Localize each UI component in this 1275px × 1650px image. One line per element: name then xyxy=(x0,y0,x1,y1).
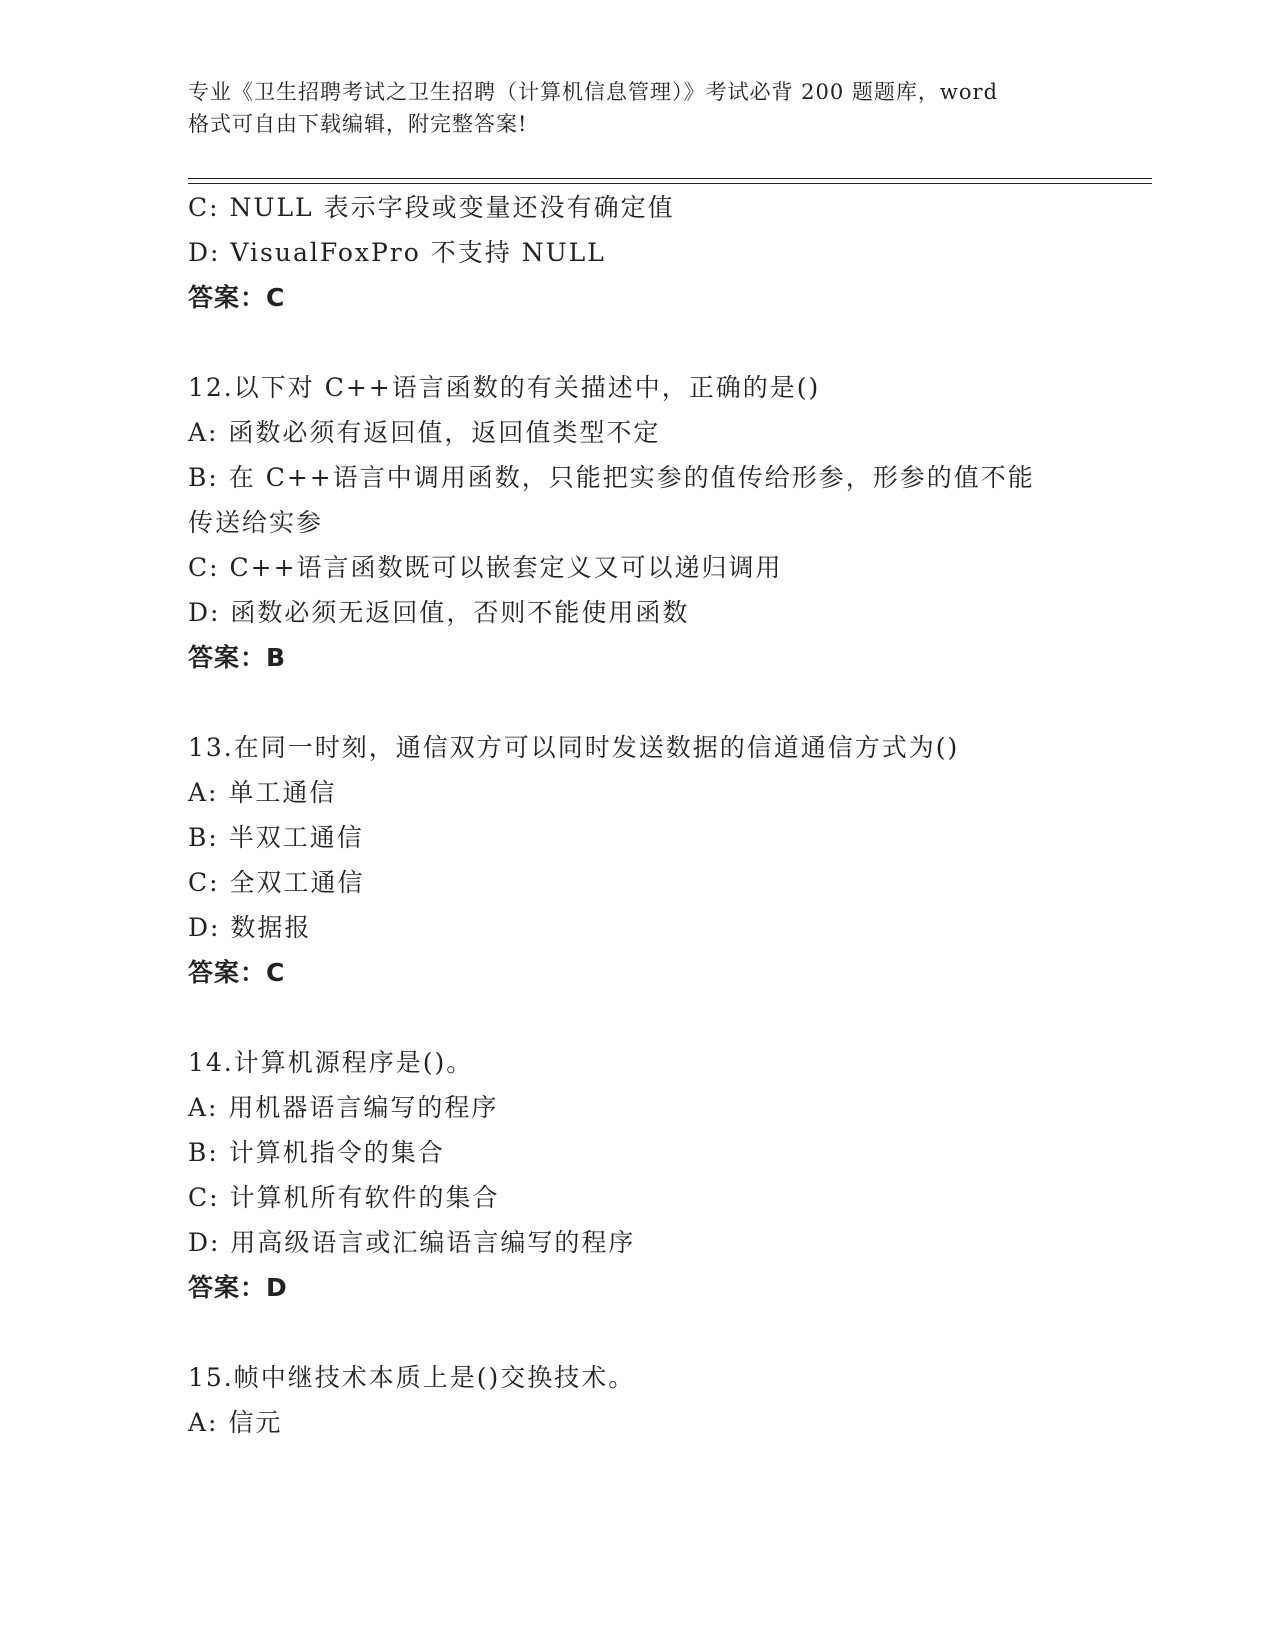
header-divider-top xyxy=(188,178,1152,179)
prev-answer: 答案：C xyxy=(188,283,286,312)
q12-stem: 12.以下对 C++语言函数的有关描述中，正确的是() xyxy=(188,373,821,402)
q13-option-a: A: 单工通信 xyxy=(188,778,337,807)
q12-option-b-cont: 传送给实参 xyxy=(188,508,324,537)
q14-answer: 答案：D xyxy=(188,1273,288,1302)
q13-option-d: D: 数据报 xyxy=(188,913,312,942)
q13-answer: 答案：C xyxy=(188,958,286,987)
q14-option-b: B: 计算机指令的集合 xyxy=(188,1138,445,1167)
q13-option-c: C: 全双工通信 xyxy=(188,868,365,897)
document-header xyxy=(188,76,1088,140)
q13-stem: 13.在同一时刻，通信双方可以同时发送数据的信道通信方式为() xyxy=(188,733,960,762)
q13-option-b: B: 半双工通信 xyxy=(188,823,364,852)
q15-option-a: A: 信元 xyxy=(188,1408,283,1437)
prev-option-d: D: VisualFoxPro 不支持 NULL xyxy=(188,238,606,267)
q12-option-d: D: 函数必须无返回值，否则不能使用函数 xyxy=(188,598,690,627)
q12-option-c: C: C++语言函数既可以嵌套定义又可以递归调用 xyxy=(188,553,783,582)
q15-stem: 15.帧中继技术本质上是()交换技术。 xyxy=(188,1363,636,1392)
q14-option-d: D: 用高级语言或汇编语言编写的程序 xyxy=(188,1228,636,1257)
q12-answer: 答案：B xyxy=(188,643,287,672)
q14-option-a: A: 用机器语言编写的程序 xyxy=(188,1093,499,1122)
q14-option-c: C: 计算机所有软件的集合 xyxy=(188,1183,500,1212)
header-line-1: 专业《卫生招聘考试之卫生招聘（计算机信息管理）》考试必背 200 题题库，word xyxy=(188,80,999,104)
header-divider-bottom xyxy=(188,183,1152,184)
q14-stem: 14.计算机源程序是()。 xyxy=(188,1048,474,1077)
q12-option-b: B: 在 C++语言中调用函数，只能把实参的值传给形参，形参的值不能 xyxy=(188,463,1035,492)
header-line-2: 格式可自由下载编辑，附完整答案! xyxy=(188,112,528,136)
q12-option-a: A: 函数必须有返回值，返回值类型不定 xyxy=(188,418,661,447)
prev-option-c: C: NULL 表示字段或变量还没有确定值 xyxy=(188,193,675,222)
